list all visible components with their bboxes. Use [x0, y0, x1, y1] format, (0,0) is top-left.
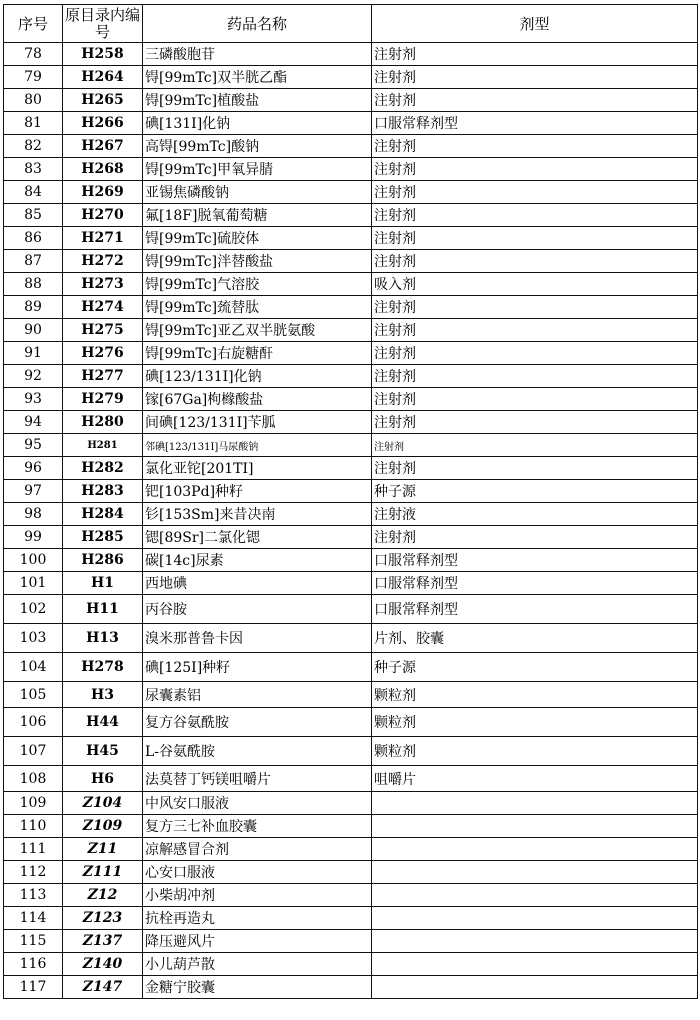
catalog-number-cell: H282 — [63, 457, 143, 480]
drug-name-cell: 心安口服液 — [143, 861, 372, 884]
header-drug-name: 药品名称 — [143, 5, 372, 43]
dosage-form-cell: 片剂、胶囊 — [372, 624, 698, 653]
serial-number-cell: 92 — [4, 365, 63, 388]
dosage-form-cell: 注射剂 — [372, 158, 698, 181]
table-body — [4, 43, 698, 999]
drug-name-cell: 锝[99mTc]泮替酸盐 — [143, 250, 372, 273]
catalog-number-cell: H258 — [63, 43, 143, 66]
dosage-form-cell: 注射剂 — [372, 411, 698, 434]
drug-name-cell: 溴米那普鲁卡因 — [143, 624, 372, 653]
serial-number-cell: 97 — [4, 480, 63, 503]
drug-name-cell: 镓[67Ga]枸橼酸盐 — [143, 388, 372, 411]
serial-number-cell: 84 — [4, 181, 63, 204]
catalog-number-cell: H286 — [63, 549, 143, 572]
catalog-number-cell: Z147 — [63, 976, 143, 999]
catalog-number-cell: Z11 — [63, 838, 143, 861]
serial-number-cell: 80 — [4, 89, 63, 112]
catalog-number-cell: Z137 — [63, 930, 143, 953]
catalog-number-cell: Z12 — [63, 884, 143, 907]
serial-number-cell: 90 — [4, 319, 63, 342]
drug-name-cell: 锶[89Sr]二氯化锶 — [143, 526, 372, 549]
serial-number-cell: 107 — [4, 737, 63, 766]
dosage-form-cell — [372, 815, 698, 838]
header-serial-number: 序号 — [4, 5, 63, 43]
header-dosage-form: 剂型 — [372, 5, 698, 43]
drug-name-cell: 小柴胡冲剂 — [143, 884, 372, 907]
drug-name-cell: 碘[125I]种籽 — [143, 653, 372, 682]
dosage-form-cell: 注射剂 — [372, 388, 698, 411]
serial-number-cell: 104 — [4, 653, 63, 682]
serial-number-cell: 83 — [4, 158, 63, 181]
drug-name-cell: 金糖宁胶囊 — [143, 976, 372, 999]
catalog-number-cell: H277 — [63, 365, 143, 388]
table-row — [4, 66, 698, 89]
drug-name-cell: 碘[123/131I]化钠 — [143, 365, 372, 388]
catalog-number-cell: H44 — [63, 708, 143, 737]
table-row — [4, 342, 698, 365]
serial-number-cell: 108 — [4, 766, 63, 792]
serial-number-cell: 115 — [4, 930, 63, 953]
catalog-number-cell: H6 — [63, 766, 143, 792]
drug-name-cell: 复方三七补血胶囊 — [143, 815, 372, 838]
catalog-number-cell: Z109 — [63, 815, 143, 838]
catalog-number-cell: H265 — [63, 89, 143, 112]
table-row — [4, 227, 698, 250]
table-row — [4, 907, 698, 930]
table-row — [4, 158, 698, 181]
serial-number-cell: 116 — [4, 953, 63, 976]
header-row — [4, 5, 698, 43]
catalog-number-cell: H280 — [63, 411, 143, 434]
drug-name-cell: 氟[18F]脱氧葡萄糖 — [143, 204, 372, 227]
drug-name-cell: 亚锡焦磷酸钠 — [143, 181, 372, 204]
drug-name-cell: 凉解感冒合剂 — [143, 838, 372, 861]
serial-number-cell: 112 — [4, 861, 63, 884]
dosage-form-cell — [372, 953, 698, 976]
dosage-form-cell: 注射剂 — [372, 365, 698, 388]
table-row — [4, 595, 698, 624]
dosage-form-cell: 注射剂 — [372, 89, 698, 112]
table-row — [4, 296, 698, 319]
serial-number-cell: 91 — [4, 342, 63, 365]
dosage-form-cell: 颗粒剂 — [372, 708, 698, 737]
table-row — [4, 549, 698, 572]
table-row — [4, 365, 698, 388]
table-row — [4, 953, 698, 976]
table-row — [4, 204, 698, 227]
dosage-form-cell: 注射剂 — [372, 181, 698, 204]
table-row — [4, 388, 698, 411]
catalog-number-cell: H278 — [63, 653, 143, 682]
catalog-number-cell: Z104 — [63, 792, 143, 815]
table-row — [4, 89, 698, 112]
dosage-form-cell: 注射剂 — [372, 296, 698, 319]
catalog-number-cell: Z123 — [63, 907, 143, 930]
drug-list-table — [3, 4, 698, 999]
table-row — [4, 682, 698, 708]
catalog-number-cell: H264 — [63, 66, 143, 89]
table-row — [4, 792, 698, 815]
dosage-form-cell: 注射剂 — [372, 434, 698, 457]
drug-name-cell: 锝[99mTc]甲氧异腈 — [143, 158, 372, 181]
drug-name-cell: 钐[153Sm]来昔决南 — [143, 503, 372, 526]
drug-name-cell: 锝[99mTc]巯替肽 — [143, 296, 372, 319]
serial-number-cell: 93 — [4, 388, 63, 411]
table-row — [4, 319, 698, 342]
dosage-form-cell: 吸入剂 — [372, 273, 698, 296]
dosage-form-cell: 口服常释剂型 — [372, 112, 698, 135]
catalog-number-cell: Z111 — [63, 861, 143, 884]
dosage-form-cell: 注射剂 — [372, 227, 698, 250]
drug-name-cell: 锝[99mTc]气溶胶 — [143, 273, 372, 296]
table-row — [4, 181, 698, 204]
dosage-form-cell — [372, 838, 698, 861]
dosage-form-cell: 注射剂 — [372, 250, 698, 273]
drug-name-cell: 复方谷氨酰胺 — [143, 708, 372, 737]
drug-name-cell: 三磷酸胞苷 — [143, 43, 372, 66]
drug-name-cell: 碘[131I]化钠 — [143, 112, 372, 135]
serial-number-cell: 114 — [4, 907, 63, 930]
drug-name-cell: 西地碘 — [143, 572, 372, 595]
drug-name-cell: 锝[99mTc]植酸盐 — [143, 89, 372, 112]
serial-number-cell: 99 — [4, 526, 63, 549]
serial-number-cell: 100 — [4, 549, 63, 572]
serial-number-cell: 79 — [4, 66, 63, 89]
dosage-form-cell: 注射剂 — [372, 66, 698, 89]
serial-number-cell: 82 — [4, 135, 63, 158]
dosage-form-cell: 种子源 — [372, 653, 698, 682]
dosage-form-cell: 注射剂 — [372, 135, 698, 158]
table-row — [4, 503, 698, 526]
table-row — [4, 572, 698, 595]
table-row — [4, 411, 698, 434]
table-row — [4, 273, 698, 296]
table-row — [4, 250, 698, 273]
drug-name-cell: 锝[99mTc]双半胱乙酯 — [143, 66, 372, 89]
drug-name-cell: 邻碘[123/131I]马尿酸钠 — [143, 434, 372, 457]
drug-name-cell: 碳[14c]尿素 — [143, 549, 372, 572]
table-row — [4, 708, 698, 737]
drug-name-cell: 氯化亚铊[201TI] — [143, 457, 372, 480]
dosage-form-cell: 咀嚼片 — [372, 766, 698, 792]
drug-name-cell: 抗栓再造丸 — [143, 907, 372, 930]
dosage-form-cell: 注射剂 — [372, 526, 698, 549]
dosage-form-cell: 种子源 — [372, 480, 698, 503]
catalog-number-cell: H275 — [63, 319, 143, 342]
dosage-form-cell: 注射液 — [372, 503, 698, 526]
serial-number-cell: 87 — [4, 250, 63, 273]
serial-number-cell: 110 — [4, 815, 63, 838]
serial-number-cell: 117 — [4, 976, 63, 999]
table-row — [4, 457, 698, 480]
catalog-number-cell: H274 — [63, 296, 143, 319]
drug-name-cell: 中风安口服液 — [143, 792, 372, 815]
catalog-number-cell: H13 — [63, 624, 143, 653]
serial-number-cell: 86 — [4, 227, 63, 250]
catalog-number-cell: H269 — [63, 181, 143, 204]
table-row — [4, 526, 698, 549]
serial-number-cell: 88 — [4, 273, 63, 296]
catalog-number-cell: H1 — [63, 572, 143, 595]
catalog-number-cell: H284 — [63, 503, 143, 526]
drug-name-cell: 钯[103Pd]种籽 — [143, 480, 372, 503]
serial-number-cell: 102 — [4, 595, 63, 624]
drug-list-table-container — [3, 4, 697, 999]
serial-number-cell: 98 — [4, 503, 63, 526]
dosage-form-cell: 口服常释剂型 — [372, 549, 698, 572]
dosage-form-cell: 注射剂 — [372, 43, 698, 66]
serial-number-cell: 106 — [4, 708, 63, 737]
serial-number-cell: 78 — [4, 43, 63, 66]
table-row — [4, 838, 698, 861]
drug-name-cell: 锝[99mTc]亚乙双半胱氨酸 — [143, 319, 372, 342]
table-row — [4, 766, 698, 792]
drug-name-cell: 尿囊素铝 — [143, 682, 372, 708]
serial-number-cell: 111 — [4, 838, 63, 861]
serial-number-cell: 113 — [4, 884, 63, 907]
drug-name-cell: 锝[99mTc]右旋糖酐 — [143, 342, 372, 365]
header-original-catalog-number: 原目录内编号 — [63, 5, 143, 43]
table-row — [4, 624, 698, 653]
dosage-form-cell: 颗粒剂 — [372, 682, 698, 708]
table-row — [4, 43, 698, 66]
serial-number-cell: 109 — [4, 792, 63, 815]
catalog-number-cell: Z140 — [63, 953, 143, 976]
dosage-form-cell: 注射剂 — [372, 457, 698, 480]
table-row — [4, 930, 698, 953]
table-row — [4, 112, 698, 135]
catalog-number-cell: H45 — [63, 737, 143, 766]
catalog-number-cell: H276 — [63, 342, 143, 365]
table-row — [4, 434, 698, 457]
catalog-number-cell: H3 — [63, 682, 143, 708]
dosage-form-cell: 口服常释剂型 — [372, 595, 698, 624]
drug-name-cell: 间碘[123/131I]苄胍 — [143, 411, 372, 434]
serial-number-cell: 89 — [4, 296, 63, 319]
drug-name-cell: 降压避风片 — [143, 930, 372, 953]
catalog-number-cell: H281 — [63, 434, 143, 457]
catalog-number-cell: H11 — [63, 595, 143, 624]
serial-number-cell: 85 — [4, 204, 63, 227]
table-row — [4, 976, 698, 999]
catalog-number-cell: H273 — [63, 273, 143, 296]
catalog-number-cell: H272 — [63, 250, 143, 273]
catalog-number-cell: H268 — [63, 158, 143, 181]
dosage-form-cell — [372, 792, 698, 815]
dosage-form-cell: 注射剂 — [372, 342, 698, 365]
serial-number-cell: 94 — [4, 411, 63, 434]
table-row — [4, 861, 698, 884]
dosage-form-cell — [372, 907, 698, 930]
table-row — [4, 135, 698, 158]
drug-name-cell: 高锝[99mTc]酸钠 — [143, 135, 372, 158]
catalog-number-cell: H267 — [63, 135, 143, 158]
catalog-number-cell: H279 — [63, 388, 143, 411]
serial-number-cell: 105 — [4, 682, 63, 708]
drug-name-cell: L-谷氨酰胺 — [143, 737, 372, 766]
dosage-form-cell: 注射剂 — [372, 319, 698, 342]
catalog-number-cell: H283 — [63, 480, 143, 503]
dosage-form-cell — [372, 884, 698, 907]
dosage-form-cell: 颗粒剂 — [372, 737, 698, 766]
catalog-number-cell: H285 — [63, 526, 143, 549]
drug-name-cell: 锝[99mTc]硫胶体 — [143, 227, 372, 250]
drug-name-cell: 丙谷胺 — [143, 595, 372, 624]
table-row — [4, 884, 698, 907]
drug-name-cell: 法莫替丁钙镁咀嚼片 — [143, 766, 372, 792]
dosage-form-cell: 口服常释剂型 — [372, 572, 698, 595]
dosage-form-cell — [372, 930, 698, 953]
serial-number-cell: 81 — [4, 112, 63, 135]
dosage-form-cell: 注射剂 — [372, 204, 698, 227]
serial-number-cell: 95 — [4, 434, 63, 457]
drug-name-cell: 小儿葫芦散 — [143, 953, 372, 976]
catalog-number-cell: H270 — [63, 204, 143, 227]
table-row — [4, 653, 698, 682]
serial-number-cell: 101 — [4, 572, 63, 595]
dosage-form-cell — [372, 976, 698, 999]
catalog-number-cell: H271 — [63, 227, 143, 250]
table-row — [4, 815, 698, 838]
table-row — [4, 480, 698, 503]
table-row — [4, 737, 698, 766]
serial-number-cell: 96 — [4, 457, 63, 480]
serial-number-cell: 103 — [4, 624, 63, 653]
catalog-number-cell: H266 — [63, 112, 143, 135]
dosage-form-cell — [372, 861, 698, 884]
